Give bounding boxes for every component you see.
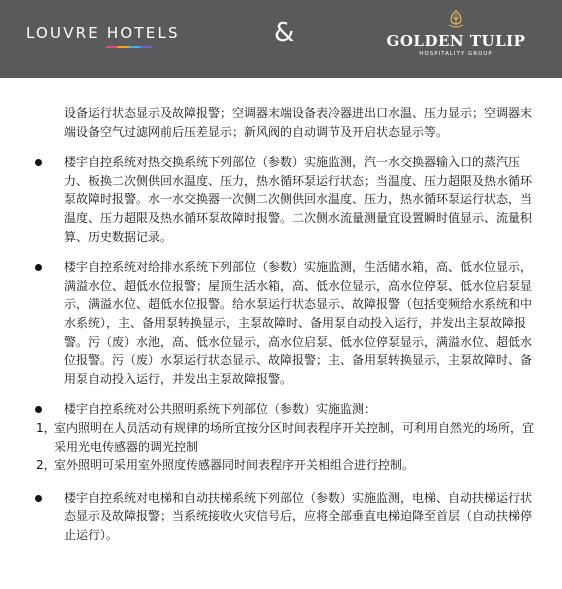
- bullet-text: 楼宇自控系统对给排水系统下列部位（参数）实施监测，生活储水箱，高、低水位显示，满溢水位、超低水位报警；屋顶生活水箱，高、低水位显示，高水位停泵、低水位启泵显示，满溢水位、超低水位报警。给水泵运行状态显示、故障报警（包括变频给水系统和中水系统），主、备用泵转换显示，主泵故障时、备用泵自动投入运行，并发出主泵故障报警。污（废）水池，高、低水位显示，高水位启泵、低水位停泵显示，满溢水位、超低水位报警。污（废）水泵运行状态显示、故障报警；主、备用泵转换显示，主泵故障时、备用泵自动投入运行，并发出主泵故障报警。: [64, 260, 533, 386]
- bullet-text: 楼宇自控系统对电梯和自动扶梯系统下列部位（参数）实施监测，电梯、自动扶梯运行状态显示及故障报警；当系统接收火灾信号后，应将全部垂直电梯迫降至首层（自动扶梯停止运行）。: [64, 490, 533, 542]
- item-text: 室外照明可采用室外照度传感器同时间表程序开关相组合进行控制。: [54, 458, 415, 473]
- tulip-icon: [445, 8, 467, 30]
- numbered-item: [0, 419, 562, 456]
- bullet-text: 楼宇自控系统对热交换系统下列部位（参数）实施监测，汽一水交换器输入口的蒸汽压力、板换二次侧供回水温度、压力，热水循环泵运行状态；当温度、压力超限及热水循环泵故障时报警。水一水交换器一次侧二次侧供回水温度、压力，热水循环泵运行状态，当温度、压力超限及热水循环泵故障时报警。二次侧水流量测量宜设置瞬时值显示、流量积算、历史数据记录。: [64, 155, 533, 244]
- item-number: 2，: [36, 458, 56, 473]
- list-item: [0, 258, 562, 388]
- list-item: [0, 400, 562, 419]
- item-text: 室内照明在人员活动有规律的场所宜按分区时间表程序开关控制，可利用自然光的场所，宜采用光电传感器的调光控制: [54, 420, 535, 454]
- louvre-hotels-wordmark: LOUVRE HOTELS: [26, 24, 180, 42]
- bullet-icon: [35, 495, 42, 502]
- document-body: [0, 104, 562, 544]
- golden-tulip-wordmark: GOLDEN TULIP: [386, 32, 526, 50]
- list-item: [0, 489, 562, 545]
- bullet-text: 楼宇自控系统对公共照明系统下列部位（参数）实施监测：: [64, 402, 377, 417]
- bullet-icon: [35, 159, 42, 166]
- golden-tulip-logo: [386, 8, 526, 70]
- louvre-hotels-logo: [26, 24, 180, 60]
- numbered-item: [0, 456, 562, 475]
- ampersand: &: [274, 18, 295, 48]
- bullet-icon: [35, 264, 42, 271]
- item-number: 1，: [36, 420, 56, 435]
- bullet-icon: [35, 406, 42, 413]
- intro-paragraph: 设备运行状态显示及故障报警；空调器末端设备表冷器进出口水温、压力显示；空调器末端设备空气过滤网前后压差显示；新风阀的自动调节及开启状态显示等。: [64, 106, 533, 139]
- logo-color-bar: [106, 46, 152, 48]
- header-banner: [0, 0, 562, 78]
- hospitality-group-tagline: HOSPITALITY GROUP: [419, 51, 493, 57]
- list-item: [0, 153, 562, 246]
